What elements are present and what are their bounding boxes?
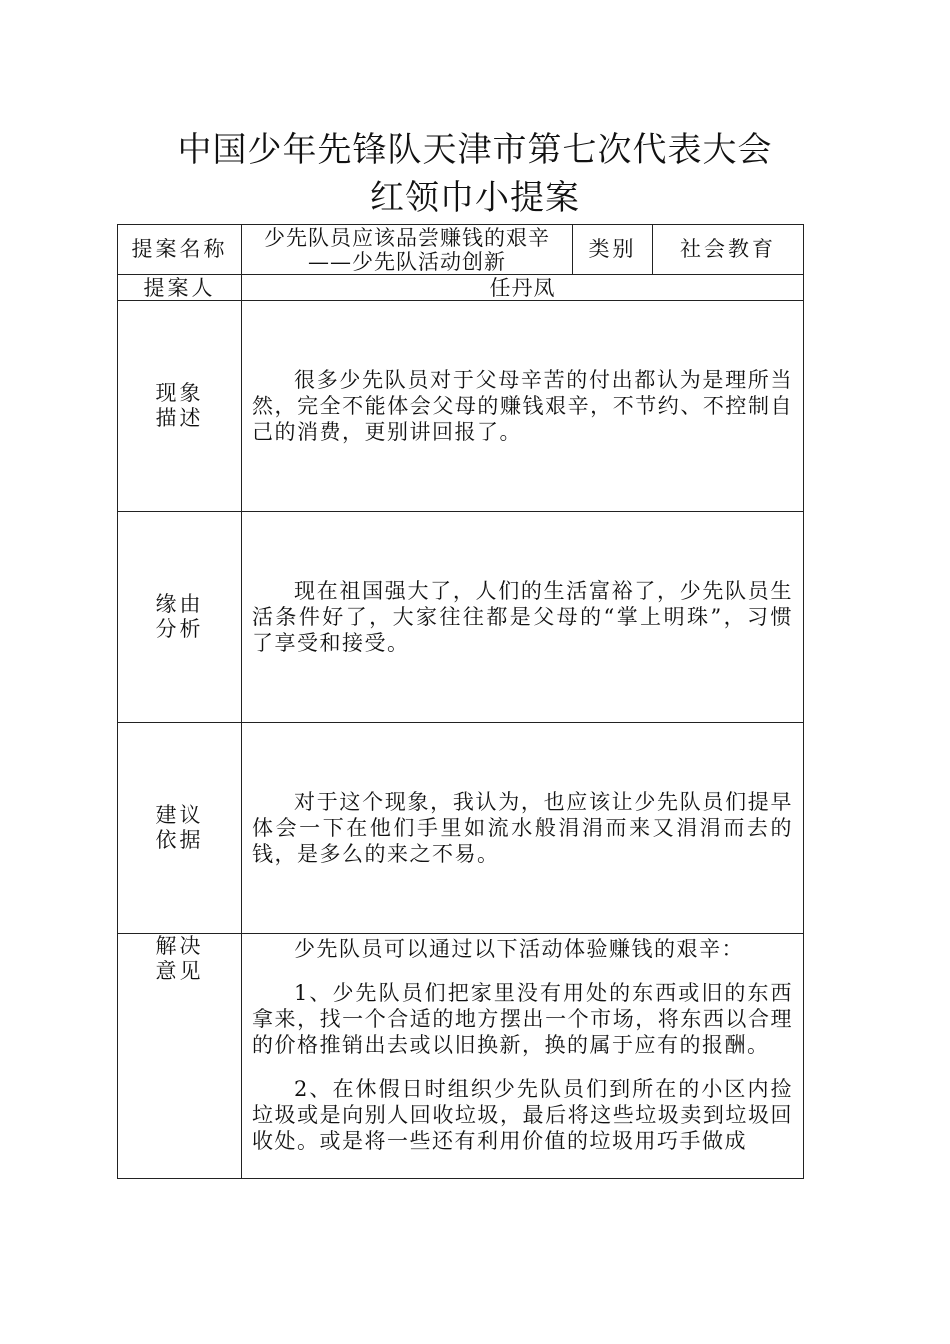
basis-label [118, 723, 242, 934]
analysis-label-line2: 分析 [155, 617, 204, 641]
basis-label-line1: 建议 [155, 803, 204, 827]
solution-item-2: 2、在休假日时组织少先队员们到所在的小区内捡垃圾或是向别人回收垃圾，最后将这些垃圾卖到垃圾回收处。或是将一些还有利用价值的垃圾用巧手做成 [252, 1077, 793, 1153]
phenomenon-label-line2: 描述 [155, 406, 204, 430]
document-title-line1: 中国少年先锋队天津市第七次代表大会 [177, 130, 773, 170]
proposal-form-table [117, 224, 804, 1179]
analysis-content [242, 512, 804, 723]
solution-intro: 少先队员可以通过以下活动体验赚钱的艰辛： [294, 937, 744, 961]
proposer-label: 提案人 [118, 275, 242, 301]
proposer-row [118, 275, 804, 301]
phenomenon-row [118, 301, 804, 512]
analysis-row [118, 512, 804, 723]
solution-label-line2: 意见 [155, 959, 204, 983]
phenomenon-label [118, 301, 242, 512]
category-value: 社会教育 [653, 225, 804, 275]
proposer-value: 任丹凤 [242, 275, 804, 301]
basis-row [118, 723, 804, 934]
proposal-name-line1: 少先队员应该品尝赚钱的艰辛 [264, 225, 550, 250]
proposal-name-label: 提案名称 [118, 225, 242, 275]
phenomenon-text: 很多少先队员对于父母辛苦的付出都认为是理所当然，完全不能体会父母的赚钱艰辛，不节约、不控制自己的消费，更别讲回报了。 [252, 368, 793, 444]
solution-content [242, 934, 804, 1179]
solution-row [118, 934, 804, 1179]
analysis-label-line1: 缘由 [155, 592, 204, 616]
solution-label-line1: 解决 [155, 934, 204, 958]
basis-content [242, 723, 804, 934]
analysis-text: 现在祖国强大了，人们的生活富裕了，少先队员生活条件好了，大家往往都是父母的“掌上明珠”，习惯了享受和接受。 [252, 579, 793, 655]
phenomenon-content [242, 301, 804, 512]
proposal-name-line2: ——少先队活动创新 [308, 249, 506, 274]
document-title-line2: 红领巾小提案 [370, 178, 580, 218]
solution-item-1: 1、少先队员们把家里没有用处的东西或旧的东西拿来，找一个合适的地方摆出一个市场，将东西以合理的价格推销出去或以旧换新，换的属于应有的报酬。 [252, 981, 793, 1057]
solution-text-block [252, 936, 793, 1178]
basis-text: 对于这个现象，我认为，也应该让少先队员们提早体会一下在他们手里如流水般涓涓而来又涓涓而去的钱，是多么的来之不易。 [252, 790, 793, 866]
phenomenon-label-line1: 现象 [155, 381, 204, 405]
proposal-name-row [118, 225, 804, 275]
proposal-name-value [242, 225, 573, 275]
category-label: 类别 [573, 225, 653, 275]
analysis-label [118, 512, 242, 723]
solution-label [118, 934, 242, 1179]
basis-label-line2: 依据 [155, 828, 204, 852]
